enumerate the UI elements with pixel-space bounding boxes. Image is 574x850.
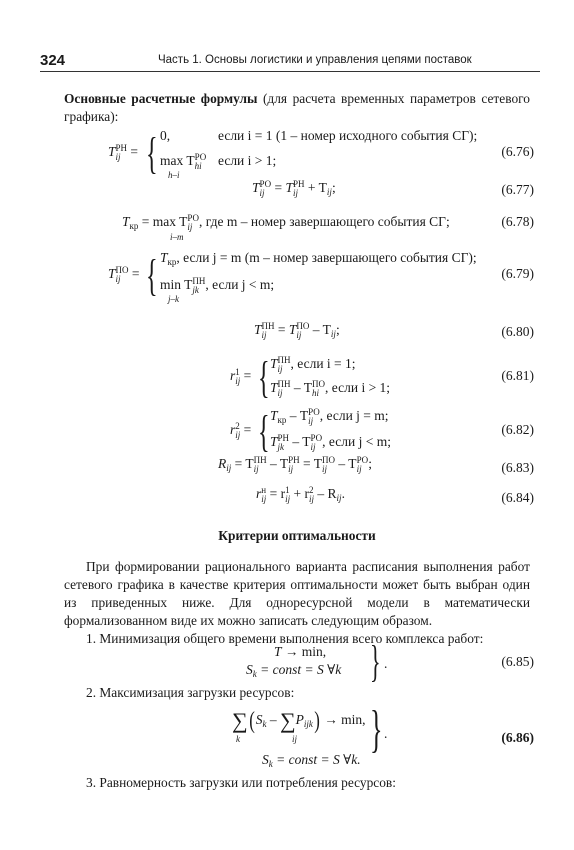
eq676-lhs: TРН ij = [108, 143, 139, 162]
eq685-row1: T → min, [274, 644, 327, 659]
section-title: Критерии оптимальности [218, 528, 376, 543]
eq678-under: i–m [170, 232, 184, 242]
eq677-body: TРО ij = TРН ij + $T_{ij}$; [252, 179, 336, 198]
eq681-number: (6.81) [501, 368, 534, 383]
eq676-brace: { [146, 129, 158, 178]
eq679-lhs: TПО ij = [108, 265, 140, 284]
eq677-number: (6.77) [501, 182, 534, 197]
eq681-lhs: r1 ij = [230, 367, 252, 386]
eq678-number: (6.78) [501, 214, 534, 229]
eq683-body: $R_{ij}$ = TПН ij – TРН ij = TПО ij – TРО ij ; [218, 455, 372, 474]
eq682-row1: $T_{кр}$ – TРО ij , если j = m; [270, 407, 389, 426]
eq676-row1: 0, [160, 128, 171, 143]
eq682-brace: { [258, 407, 270, 456]
eq685-dot: . [384, 656, 388, 671]
intro-rest: (для расчета временных параметров сетевого графика): [64, 91, 530, 124]
eq686-under-k: k [236, 734, 240, 744]
eq678-body: $T_{кр} = \max$ TРО ij , где m – номер завершающего события СГ; [122, 213, 450, 232]
eq686-row2: $S_k$ = const = S ∀k. [262, 752, 361, 769]
eq686-number: (6.86) [501, 730, 534, 745]
eq682-number: (6.82) [501, 422, 534, 437]
eq684-body: rн ij = r1 ij + r2 ij – $R_{ij}$. [256, 485, 345, 504]
eq681-row2: TПН ij – TПО hi , если i > 1; [270, 379, 391, 398]
intro-bold: Основные расчетные формулы [64, 91, 258, 106]
eq679-under: j–k [168, 294, 179, 304]
header-rule [40, 71, 540, 72]
eq680-body: TПН ij = TПО ij – $T_{ij}$; [254, 321, 340, 340]
list-item-3: 3. Равномерность загрузки или потребления ресурсов: [86, 775, 396, 790]
eq682-lhs: r2 ij = [230, 421, 252, 440]
intro-paragraph [64, 90, 530, 126]
eq684-number: (6.84) [501, 490, 534, 505]
eq682-row2: TРН jk – TРО ij , если j < m; [270, 433, 391, 452]
eq676-row2-cond: если i > 1; [218, 153, 277, 168]
eq676-number: (6.76) [501, 144, 534, 159]
eq679-brace: { [146, 251, 158, 300]
eq679-number: (6.79) [501, 266, 534, 281]
eq686-row1: $\sum(S_k - \sum P_{ijk}) \to \min$, [232, 708, 366, 734]
eq681-row1: TПН ij , если i = 1; [270, 355, 356, 374]
eq686-right-brace: } [370, 701, 383, 758]
chapter-title: Часть 1. Основы логистики и управления цепями поставок [158, 54, 472, 66]
eq680-number: (6.80) [501, 324, 534, 339]
eq685-number: (6.85) [501, 654, 534, 669]
list-item-1: 1. Минимизация общего времени выполнения всего комплекса работ: [86, 631, 484, 646]
page-number: 324 [40, 52, 66, 69]
eq685-row2: $S_k$ = const = S ∀k [246, 662, 342, 679]
eq686-dot: . [384, 726, 388, 741]
eq676-row2: max TРО hi [160, 152, 207, 171]
eq679-row2: min TПН jk , если j < m; [160, 276, 275, 295]
list-item-2: 2. Максимизация загрузки ресурсов: [86, 685, 295, 700]
eq685-right-brace: } [370, 637, 381, 686]
eq676-under: h–i [168, 170, 180, 180]
body-paragraph: При формировании рационального варианта расписания выполнения работ сетевого графика в качестве критерия оптимальности может быть выбран один из приведенных ниже. Для одноресурсной модели в математически формализованном виде их можно записать следующим образом. [64, 559, 530, 628]
eq681-brace: { [258, 353, 270, 402]
eq686-under-ij: ij [292, 734, 298, 744]
eq683-number: (6.83) [501, 460, 534, 475]
eq676-row1-cond: если i = 1 (1 – номер исходного события СГ); [218, 128, 478, 143]
eq679-row1: $T_{кр}$, если j = m (m – номер завершающего события СГ); [160, 250, 477, 267]
